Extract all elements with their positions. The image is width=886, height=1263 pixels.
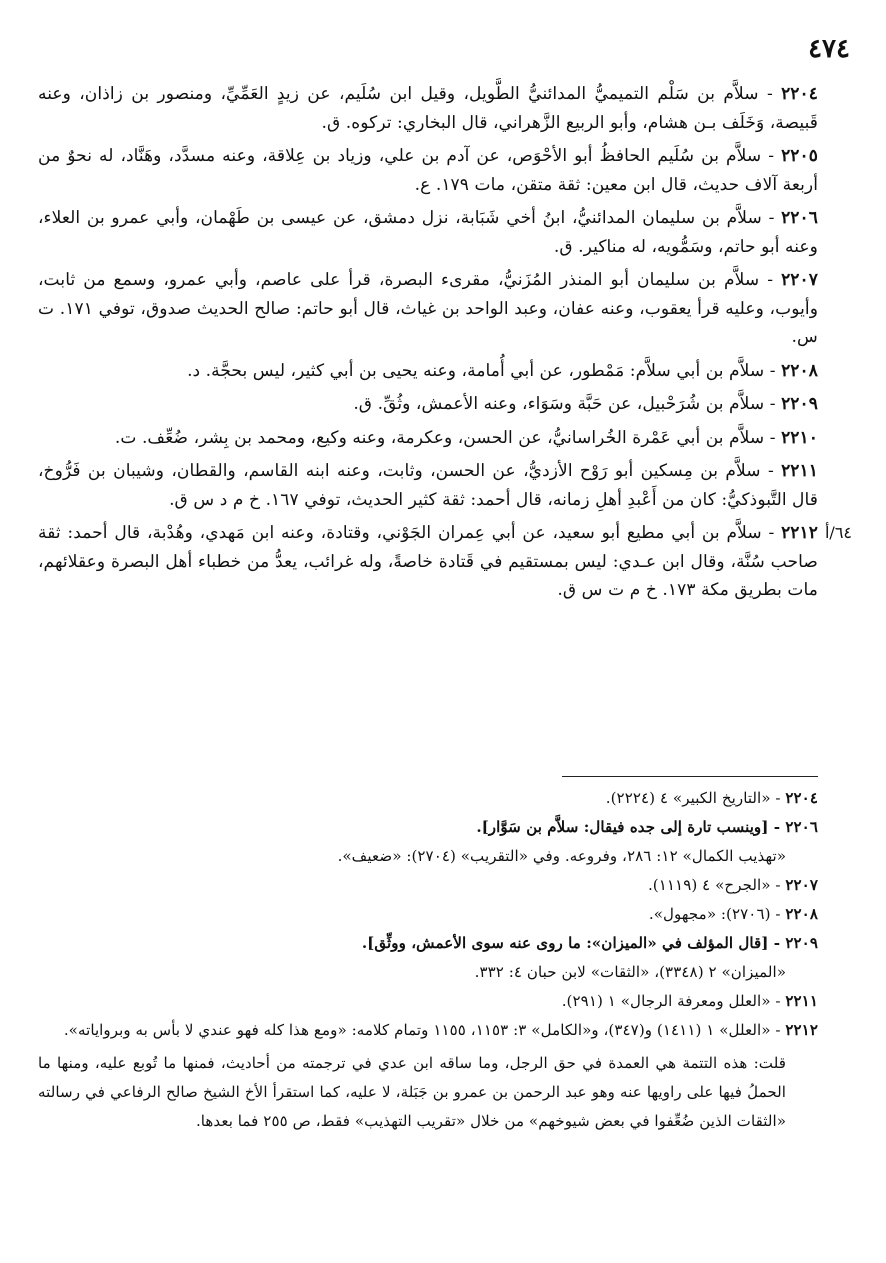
entry-2204: ٢٢٠٤ - سلاَّم بن سَلْم التميميُّ المدائنيُّ الطَّويل، وقيل ابن سُلَيم، عن زيدٍ العَمِّيِّ، ومنصور بن زاذان، وعنه قَبيصة، وَخَلَف بـن هشام، وأبو الربيع الزَّهراني، قال البخاري: تركوه. ق. [38,84,818,133]
footnote-number: ٢٢٠٩ [785,934,818,952]
entry-2212: ٦٤/أ ٢٢١٢ - سلاَّم بن أبي مطيع أبو سعيد، عن أبي عِمران الجَوْني، وقتادة، وعنه ابن مَهدي، وهُدْبة، قال أحمد: ثقة صاحب سُنَّة، وقال ابن عـدي: ليس بمستقيم في قَتادة خاصةً، وله غرائب، يعدُّ من خطباء أهل البصرة وعقلائهم، مات بطريق مكة ١٧٣. خ م ت س ق. [38,519,818,605]
entry-text: سلاَّم بن شُرَحْبيل، عن حَبَّة وسَوَاء، وعنه الأعمش، وثُقِّ. ق. [353,394,765,414]
editor-comment: قلت: هذه التتمة هي العمدة في حق الرجل، وما ساقه ابن عدي في ترجمته من أحاديث، فمنها ما تُوبع عليه، ومنها ما الحملُ فيها على راويها عنه وهو عبد الرحمن بن عمرو بن جَبَلة، لا عليه، كما استقرأ الأخ الشيخ صالح الرفاعي في رسالته «الثقات الذين ضُعِّفوا في بعض شيوخهم» من خلال «تقريب التهذيب» فقط، ص ٢٥٥ فما بعدها. [38,1054,786,1130]
page-number: ٤٧٤ [808,34,850,64]
entry-text: سلاَّم بن أبي مطيع أبو سعيد، عن أبي عِمران الجَوْني، وقتادة، وعنه ابن مَهدي، وهُدْبة، قال أحمد: ثقة صاحب سُنَّة، وقال ابن عـدي: ليس بمستقيم في قَتادة خاصةً، وله غرائب، يعدُّ من خطباء أهل البصرة وعقلائهم، مات بطريق مكة ١٧٣. خ م ت س ق. [38,523,818,600]
footnote-text: «العلل ومعرفة الرجال» ١ (٢٩١). [561,992,771,1010]
footnote-text: [قال المؤلف في «الميزان»: ما روى عنه سوى الأعمش، ووثِّق]. [361,934,769,952]
entry-number: ٢٢٠٤ [781,84,818,104]
footnote-number: ٢٢٠٧ [785,876,818,894]
entry-number: ٢٢١٢ [781,523,818,543]
entry-2210: ٢٢١٠ - سلاَّم بن أبي عَمْرة الخُراسانيُّ، عن الحسن، وعكرمة، وعنه وكيع، ومحمد بن بِشر، ضُعِّف. ت. [114,427,818,448]
entry-text: سلاَّم بن سَلْم التميميُّ المدائنيُّ الطَّويل، وقيل ابن سُلَيم، عن زيدٍ العَمِّيِّ، ومنصور بن زاذان، وعنه قَبيصة، وَخَلَف بـن هشام، وأبو الربيع الزَّهراني، قال البخاري: تركوه. ق. [38,84,818,133]
entry-2211: ٢٢١١ - سلاَّم بن مِسكين أبو رَوْح الأزديُّ، عن الحسن، وثابت، وعنه ابنه القاسم، والقطان، وشيبان بن فَرُّوخ، قال التَّبوذكيُّ: كان من أَعْبدِ أهلِ زمانه، قال أحمد: ثقة كثير الحديث، توفي ١٦٧. خ م د س ق. [38,461,819,510]
footnote-number: ٢٢٠٤ [785,789,818,807]
footnote-text: «التاريخ الكبير» ٤ (٢٢٢٤). [605,789,771,807]
footnotes [38,784,818,1136]
footnote-number: ٢٢٠٨ [785,905,818,923]
footnote-text: «تهذيب الكمال» ١٢: ٢٨٦، وفروعه. وفي «التقريب» (٢٧٠٤): «ضعيف». [337,847,786,865]
entry-number: ٢٢١١ [781,461,819,481]
footnote-text: «الجرح» ٤ (١١١٩). [647,876,771,894]
footnote-2206: ٢٢٠٦ - [وينسب تارة إلى جده فيقال: سلاَّم بن سَوَّار]. [476,818,818,836]
footnote-2212: ٢٢١٢ - «العلل» ١ (١٤١١) و(٣٤٧)، و«الكامل» ٣: ١١٥٣، ١١٥٥ وتمام كلامه: «ومع هذا كله فهو عندي لا بأس به وبرواياته». [63,1021,818,1039]
entry-text: سلاَّم بن مِسكين أبو رَوْح الأزديُّ، عن الحسن، وثابت، وعنه ابنه القاسم، والقطان، وشيبان بن فَرُّوخ، قال التَّبوذكيُّ: كان من أَعْبدِ أهلِ زمانه، قال أحمد: ثقة كثير الحديث، توفي ١٦٧. خ م د س ق. [38,461,818,510]
footnote-number: ٢٢١١ [785,992,818,1010]
entry-2205: ٢٢٠٥ - سلاَّم بن سُلَيم الحافظُ أبو الأحْوَص، عن آدم بن علي، وزياد بن عِلاقة، وعنه مسدَّد، وهَنَّاد، له نحوٌ من أربعة آلاف حديث، قال ابن معين: ثقة متقن، مات ١٧٩. ع. [38,146,818,195]
entry-text: سلاَّم بن سليمان المدائنيُّ، ابنُ أخي شَبَابة، نزل دمشق، عن عيسى بن طَهْمان، وأبي عمرو بن العلاء، وعنه أبو حاتم، وسَمُّويه، له مناكير. ق. [38,208,818,257]
footnote-number: ٢٢١٢ [785,1021,818,1039]
footnote-2211: ٢٢١١ - «العلل ومعرفة الرجال» ١ (٢٩١). [561,992,818,1010]
entry-text: سلاَّم بن أبي عَمْرة الخُراسانيُّ، عن الحسن، وعكرمة، وعنه وكيع، ومحمد بن بِشر، ضُعِّف. ت. [114,427,765,448]
entry-text: سلاَّم بن أبي سلاَّم: مَمْطور، عن أبي أُمامة، وعنه يحيى بن أبي كثير، ليس بحجَّة. د. [187,360,765,381]
entry-2206: ٢٢٠٦ - سلاَّم بن سليمان المدائنيُّ، ابنُ أخي شَبَابة، نزل دمشق، عن عيسى بن طَهْمان، وأبي عمرو بن العلاء، وعنه أبو حاتم، وسَمُّويه، له مناكير. ق. [38,208,818,257]
footnote-2209: ٢٢٠٩ - [قال المؤلف في «الميزان»: ما روى عنه سوى الأعمش، ووثِّق]. [361,934,818,952]
entry-2208: ٢٢٠٨ - سلاَّم بن أبي سلاَّم: مَمْطور، عن أبي أُمامة، وعنه يحيى بن أبي كثير، ليس بحجَّة. د. [187,360,818,381]
footnote-number: ٢٢٠٦ [785,818,818,836]
footnote-2206-source [38,842,818,871]
footnote-text: «العلل» ١ (١٤١١) و(٣٤٧)، و«الكامل» ٣: ١١٥٣، ١١٥٥ وتمام كلامه: «ومع هذا كله فهو عندي لا بأس به وبرواياته». [63,1021,771,1039]
footnote-separator [562,776,818,777]
entry-number: ٢٢٠٧ [781,270,819,290]
footnote-2207: ٢٢٠٧ - «الجرح» ٤ (١١١٩). [647,876,818,894]
entry-2209: ٢٢٠٩ - سلاَّم بن شُرَحْبيل، عن حَبَّة وسَوَاء، وعنه الأعمش، وثُقِّ. ق. [353,394,818,414]
entry-number: ٢٢٠٦ [781,208,818,228]
footnote-2209-source [38,958,818,987]
manuscript-folio-mark: ٦٤/أ [824,523,852,542]
entries-list [38,80,852,610]
entry-2207: ٢٢٠٧ - سلاَّم بن سليمان أبو المنذر المُزَنيُّ، مقرىء البصرة، قرأ على عاصم، وأبي عمرو، وسمع من ثابت، وأيوب، وعليه قرأ يعقوب، وعنه عفان، وعبد الواحد بن غياث، قال أبو حاتم: صالح الحديث صدوق، توفي ١٧١. ت س. [38,270,819,347]
entry-number: ٢٢٠٩ [781,394,818,414]
entry-text: سلاَّم بن سليمان أبو المنذر المُزَنيُّ، مقرىء البصرة، قرأ على عاصم، وأبي عمرو، وسمع من ثابت، وأيوب، وعليه قرأ يعقوب، وعنه عفان، وعبد الواحد بن غياث، قال أبو حاتم: صالح الحديث صدوق، توفي ١٧١. ت س. [38,270,818,347]
footnote-2208: ٢٢٠٨ - (٢٧٠٦): «مجهول». [648,905,818,923]
entry-number: ٢٢٠٥ [781,146,818,166]
footnote-text: «الميزان» ٢ (٣٣٤٨)، «الثقات» لابن حبان ٤: ٣٣٢. [474,963,786,981]
footnote-2204: ٢٢٠٤ - «التاريخ الكبير» ٤ (٢٢٢٤). [605,789,818,807]
footnote-text: (٢٧٠٦): «مجهول». [648,905,771,923]
entry-text: سلاَّم بن سُلَيم الحافظُ أبو الأحْوَص، عن آدم بن علي، وزياد بن عِلاقة، وعنه مسدَّد، وهَنَّاد، له نحوٌ من أربعة آلاف حديث، قال ابن معين: ثقة متقن، مات ١٧٩. ع. [38,146,818,195]
footnote-text: [وينسب تارة إلى جده فيقال: سلاَّم بن سَوَّار]. [476,818,769,836]
entry-number: ٢٢٠٨ [781,360,818,381]
entry-number: ٢٢١٠ [781,427,818,448]
